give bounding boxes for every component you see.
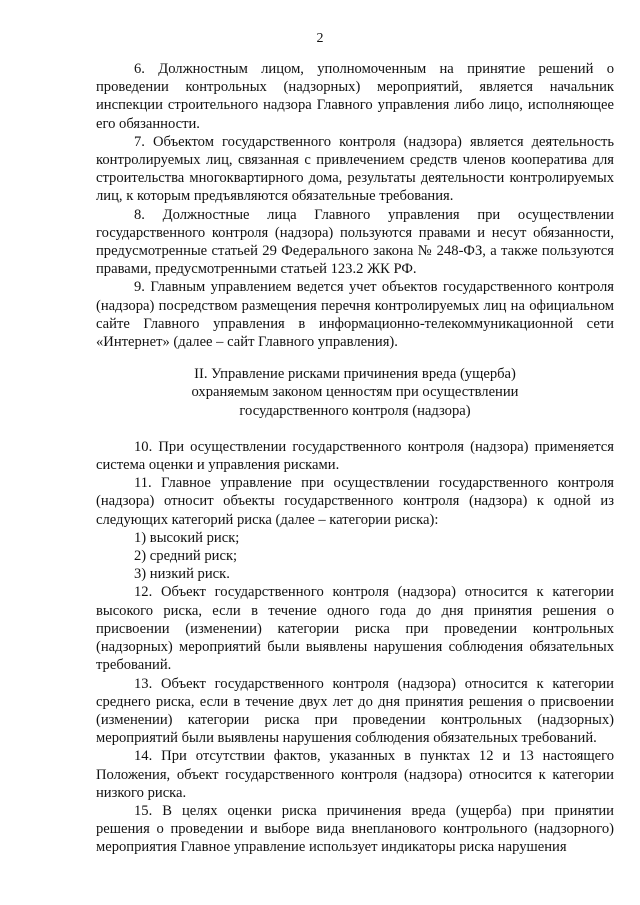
risk-list-item-medium: 2) средний риск; bbox=[134, 548, 238, 565]
page-number: 2 bbox=[316, 31, 324, 46]
paragraph-11: 11. Главное управление при осуществлении государственного контроля (надзора) относит объекты государственного контроля (надзора) к одной из следующих категорий риска (далее – категории риска): bbox=[96, 475, 614, 528]
risk-list-item-low: 3) низкий риск. bbox=[134, 566, 230, 583]
paragraph-10: 10. При осуществлении государственного контроля (надзора) применяется система оценки и управления рисками. bbox=[96, 438, 614, 474]
paragraph-6: 6. Должностным лицом, уполномоченным на принятие решений о проведении контрольных (надзорных) мероприятий, является начальник инспекции строительного надзора Главного управления либо лицо, исполняющее его обязанности. bbox=[96, 61, 614, 132]
paragraph-12: 12. Объект государственного контроля (надзора) относится к категории высокого риска, если в течение одного года до дня принятия решения о присвоении (изменении) категории риска при проведении контрольных (надзорных) мероприятий были выявлены нарушения соблюдения обязательных требований. bbox=[96, 584, 614, 674]
paragraph-8: 8. Должностные лица Главного управления при осуществлении государственного контроля (надзора) пользуются правами и несут обязанности, предусмотренные статьей 29 Федерального закона № 248-ФЗ, а также пользуются правами, предусмотренными статьей 123.2 ЖК РФ. bbox=[96, 206, 614, 278]
paragraph-9: 9. Главным управлением ведется учет объектов государственного контроля (надзора) посредством размещения перечня контролируемых лиц на официальном сайте Главного управления в информационно-телекоммуникационной сети «Интернет» (далее – сайт Главного управления). bbox=[96, 279, 614, 351]
section-heading-line: государственного контроля (надзора) bbox=[239, 402, 471, 419]
document-body bbox=[96, 60, 614, 857]
paragraph-7: 7. Объектом государственного контроля (надзора) является деятельность контролируемых лиц, связанная с привлечением средств членов кооператива для строительства многоквартирного дома, результаты деятельности контролируемых лиц, к которым предъявляются обязательные требования. bbox=[96, 133, 614, 205]
paragraph-15: 15. В целях оценки риска причинения вреда (ущерба) при принятии решения о проведении и выборе вида внепланового контрольного (надзорного) мероприятия Главное управление использует индикаторы риска нарушения bbox=[96, 802, 614, 856]
section-heading-line: II. Управление рисками причинения вреда (ущерба) bbox=[194, 366, 516, 383]
paragraph-14: 14. При отсутствии фактов, указанных в пунктах 12 и 13 настоящего Положения, объект государственного контроля (надзора) относится к категории низкого риска. bbox=[96, 748, 614, 801]
section-heading-line: охраняемым законом ценностям при осуществлении bbox=[191, 384, 519, 401]
section-heading bbox=[96, 365, 614, 420]
paragraph-13: 13. Объект государственного контроля (надзора) относится к категории среднего риска, если в течение двух лет до дня принятия решения о присвоении (изменении) категории риска при проведении контрольных (надзорных) мероприятий были выявлены нарушения соблюдения обязательных требований. bbox=[96, 675, 614, 747]
risk-list-item-high: 1) высокий риск; bbox=[134, 529, 240, 546]
